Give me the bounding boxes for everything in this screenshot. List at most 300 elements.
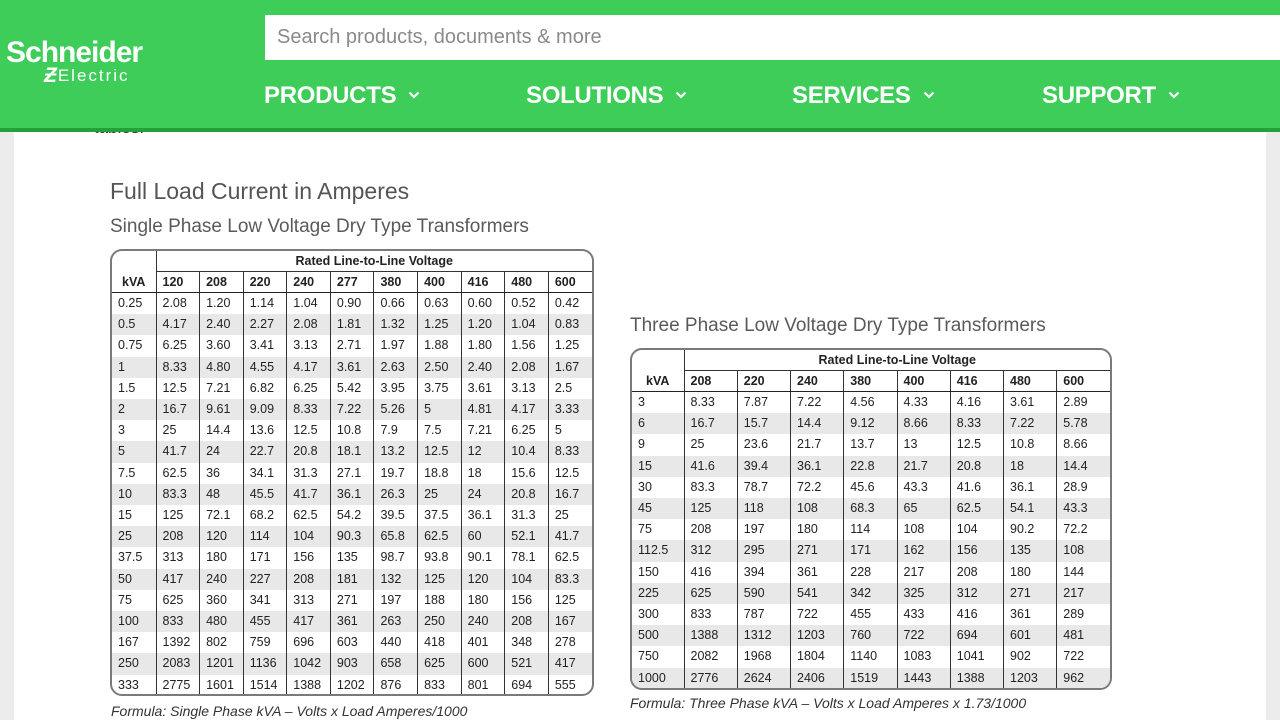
current-cell: 1443 [897, 668, 950, 689]
current-cell: 26.3 [374, 484, 418, 505]
voltage-column-header: 400 [418, 272, 462, 293]
current-cell: 962 [1057, 668, 1110, 689]
current-cell: 2082 [684, 646, 737, 667]
current-cell: 3.61 [461, 378, 505, 399]
current-cell: 722 [1057, 646, 1110, 667]
current-cell: 3.41 [243, 335, 287, 356]
current-cell: 455 [844, 604, 897, 625]
current-cell: 62.5 [418, 526, 462, 547]
kva-cell: 3 [638, 395, 645, 409]
kva-cell: 225 [632, 583, 684, 604]
current-cell: 16.7 [156, 399, 200, 420]
current-cell: 348 [505, 632, 549, 653]
table-row [632, 434, 1110, 455]
kva-column-header: kVA [112, 251, 156, 293]
current-cell: 114 [243, 526, 287, 547]
current-cell: 10.4 [505, 441, 549, 462]
kva-cell: 167 [118, 635, 139, 650]
current-cell: 12.5 [950, 434, 1003, 455]
chevron-down-icon [1168, 91, 1180, 99]
current-cell: 18 [461, 463, 505, 484]
current-cell: 156 [950, 540, 1003, 561]
schneider-electric-logo[interactable] [6, 38, 156, 85]
current-cell: 7.22 [791, 392, 844, 414]
current-cell: 228 [844, 562, 897, 583]
kva-cell: 75 [638, 522, 652, 537]
current-cell: 171 [844, 540, 897, 561]
current-cell: 37.5 [418, 505, 462, 526]
current-cell: 313 [287, 590, 331, 611]
kva-cell: 150 [638, 564, 659, 579]
kva-cell: 10 [112, 484, 156, 505]
current-cell: 2776 [684, 668, 737, 689]
current-cell: 19.7 [374, 463, 418, 484]
current-cell: 60 [461, 526, 505, 547]
current-cell: 171 [243, 547, 287, 568]
table-row [632, 583, 1110, 604]
current-cell: 1.56 [505, 335, 549, 356]
current-cell: 263 [374, 611, 418, 632]
current-cell: 8.33 [684, 392, 737, 414]
current-cell: 313 [156, 547, 200, 568]
current-cell: 217 [1057, 583, 1110, 604]
current-cell: 41.7 [156, 441, 200, 462]
kva-column-header: kVA [632, 350, 684, 392]
nav-services-label: SERVICES [792, 82, 911, 109]
current-cell: 5 [418, 399, 462, 420]
table-row [112, 547, 592, 568]
current-cell: 39.4 [737, 456, 790, 477]
current-cell: 18 [1004, 456, 1057, 477]
current-cell: 8.33 [950, 413, 1003, 434]
current-cell: 72.2 [1057, 519, 1110, 540]
current-cell: 43.3 [897, 477, 950, 498]
current-cell: 1136 [243, 653, 287, 674]
current-cell: 197 [737, 519, 790, 540]
table-row [632, 413, 1110, 434]
current-cell: 62.5 [287, 505, 331, 526]
kva-cell: 1.5 [118, 380, 136, 395]
current-cell: 68.2 [243, 505, 287, 526]
current-cell: 180 [461, 590, 505, 611]
voltage-column-header: 600 [1057, 371, 1110, 392]
current-cell: 4.80 [200, 357, 244, 378]
current-cell: 120 [461, 569, 505, 590]
voltage-column-header: 380 [844, 371, 897, 392]
single-phase-formula: Formula: Single Phase kVA – Volts x Load Amperes/1000 [111, 703, 468, 719]
current-cell: 208 [156, 526, 200, 547]
current-cell: 2.50 [418, 357, 462, 378]
kva-cell: 3 [118, 423, 125, 438]
current-cell: 78.7 [737, 477, 790, 498]
current-cell: 8.33 [156, 357, 200, 378]
current-cell: 144 [1057, 562, 1110, 583]
voltage-column-header: 208 [684, 371, 737, 392]
current-cell: 2.40 [200, 314, 244, 335]
current-cell: 696 [287, 632, 331, 653]
current-cell: 24 [461, 484, 505, 505]
nav-solutions-label: SOLUTIONS [526, 82, 664, 109]
current-cell: 1201 [200, 653, 244, 674]
current-cell: 83.3 [548, 569, 592, 590]
voltage-column-header: 416 [950, 371, 1003, 392]
current-cell: 1.81 [330, 314, 374, 335]
table-row [632, 456, 1110, 477]
current-cell: 180 [1004, 562, 1057, 583]
current-cell: 21.7 [897, 456, 950, 477]
current-cell: 22.7 [243, 441, 287, 462]
current-cell: 555 [548, 675, 592, 696]
single-phase-subtitle: Single Phase Low Voltage Dry Type Transformers [110, 216, 529, 237]
current-cell: 3.33 [548, 399, 592, 420]
current-cell: 16.7 [684, 413, 737, 434]
current-cell: 10.8 [330, 420, 374, 441]
table-row [112, 357, 592, 378]
table-row [632, 392, 1110, 414]
current-cell: 156 [287, 547, 331, 568]
current-cell: 7.9 [374, 420, 418, 441]
current-cell: 72.1 [200, 505, 244, 526]
current-cell: 0.60 [461, 293, 505, 315]
table-row [112, 526, 592, 547]
current-cell: 1.97 [374, 335, 418, 356]
current-cell: 108 [1057, 540, 1110, 561]
current-cell: 180 [200, 547, 244, 568]
current-cell: 787 [737, 604, 790, 625]
voltage-group-header: Rated Line-to-Line Voltage [684, 350, 1110, 371]
current-cell: 13 [897, 434, 950, 455]
nav-support-label: SUPPORT [1042, 82, 1156, 109]
current-cell: 65.8 [374, 526, 418, 547]
current-cell: 1392 [156, 632, 200, 653]
current-cell: 6.25 [156, 335, 200, 356]
table-row [112, 399, 592, 420]
current-cell: 694 [505, 675, 549, 696]
kva-cell: 37.5 [118, 550, 143, 565]
single-phase-table [110, 249, 594, 696]
current-cell: 361 [1004, 604, 1057, 625]
current-cell: 12.5 [418, 441, 462, 462]
current-cell: 1083 [897, 646, 950, 667]
main-nav [0, 82, 1280, 116]
current-cell: 360 [200, 590, 244, 611]
current-cell: 208 [505, 611, 549, 632]
current-cell: 433 [897, 604, 950, 625]
current-cell: 6.25 [287, 378, 331, 399]
nav-products[interactable] [264, 82, 420, 110]
current-cell: 180 [791, 519, 844, 540]
current-cell: 1203 [791, 625, 844, 646]
current-cell: 162 [897, 540, 950, 561]
current-cell: 271 [330, 590, 374, 611]
voltage-column-header: 120 [156, 272, 200, 293]
current-cell: 14.4 [791, 413, 844, 434]
table-row [112, 590, 592, 611]
current-cell: 4.17 [287, 357, 331, 378]
nav-support[interactable] [1042, 82, 1180, 110]
kva-cell: 25 [112, 526, 156, 547]
current-cell: 41.6 [950, 477, 1003, 498]
current-cell: 62.5 [156, 463, 200, 484]
voltage-column-header: 277 [330, 272, 374, 293]
table-row [632, 562, 1110, 583]
current-cell: 104 [505, 569, 549, 590]
current-cell: 603 [330, 632, 374, 653]
kva-cell: 45 [632, 498, 684, 519]
current-cell: 16.7 [548, 484, 592, 505]
current-cell: 125 [418, 569, 462, 590]
current-cell: 54.1 [1004, 498, 1057, 519]
current-cell: 416 [950, 604, 1003, 625]
current-cell: 6.25 [505, 420, 549, 441]
current-cell: 7.5 [418, 420, 462, 441]
kva-cell: 0.75 [118, 338, 143, 353]
kva-cell: 0.25 [118, 296, 143, 310]
current-cell: 12.5 [156, 378, 200, 399]
current-cell: 416 [684, 562, 737, 583]
current-cell: 4.17 [156, 314, 200, 335]
current-cell: 0.52 [505, 293, 549, 315]
current-cell: 361 [330, 611, 374, 632]
current-cell: 125 [548, 590, 592, 611]
current-cell: 10.8 [1004, 434, 1057, 455]
current-cell: 72.2 [791, 477, 844, 498]
current-cell: 521 [505, 653, 549, 674]
current-cell: 1.88 [418, 335, 462, 356]
current-cell: 833 [684, 604, 737, 625]
current-cell: 802 [200, 632, 244, 653]
current-cell: 18.1 [330, 441, 374, 462]
kva-cell: 100 [112, 611, 156, 632]
current-cell: 0.63 [418, 293, 462, 315]
three-phase-formula: Formula: Three Phase kVA – Volts x Load Amperes x 1.73/1000 [630, 695, 1027, 711]
current-cell: 289 [1057, 604, 1110, 625]
current-cell: 417 [156, 569, 200, 590]
current-cell: 90.1 [461, 547, 505, 568]
current-cell: 271 [1004, 583, 1057, 604]
current-cell: 2406 [791, 668, 844, 689]
current-cell: 455 [243, 611, 287, 632]
current-cell: 1042 [287, 653, 331, 674]
table-row [632, 540, 1110, 561]
voltage-column-header: 220 [243, 272, 287, 293]
current-cell: 2.63 [374, 357, 418, 378]
current-cell: 18.8 [418, 463, 462, 484]
current-cell: 13.2 [374, 441, 418, 462]
current-cell: 2083 [156, 653, 200, 674]
table-row [632, 519, 1110, 540]
current-cell: 14.4 [1057, 456, 1110, 477]
voltage-column-header: 480 [505, 272, 549, 293]
three-phase-subtitle: Three Phase Low Voltage Dry Type Transformers [630, 315, 1046, 336]
current-cell: 78.1 [505, 547, 549, 568]
current-cell: 36.1 [330, 484, 374, 505]
current-cell: 13.7 [844, 434, 897, 455]
nav-solutions[interactable] [526, 82, 687, 110]
current-cell: 5.78 [1057, 413, 1110, 434]
current-cell: 722 [791, 604, 844, 625]
current-cell: 108 [791, 498, 844, 519]
voltage-group-header: Rated Line-to-Line Voltage [156, 251, 592, 272]
current-cell: 3.61 [1004, 392, 1057, 414]
current-cell: 1.14 [243, 293, 287, 315]
table-row [632, 668, 1110, 689]
current-cell: 12.5 [548, 463, 592, 484]
current-cell: 156 [505, 590, 549, 611]
current-cell: 2.40 [461, 357, 505, 378]
current-cell: 1514 [243, 675, 287, 696]
current-cell: 93.8 [418, 547, 462, 568]
current-cell: 240 [461, 611, 505, 632]
table-row [112, 632, 592, 653]
current-cell: 1.25 [418, 314, 462, 335]
kva-cell: 2 [112, 399, 156, 420]
voltage-column-header: 208 [200, 272, 244, 293]
current-cell: 4.33 [897, 392, 950, 414]
kva-cell: 300 [638, 607, 659, 622]
voltage-column-header: 220 [737, 371, 790, 392]
table-row [112, 314, 592, 335]
current-cell: 9.12 [844, 413, 897, 434]
current-cell: 104 [950, 519, 1003, 540]
current-cell: 3.95 [374, 378, 418, 399]
current-cell: 36.1 [461, 505, 505, 526]
current-cell: 41.7 [287, 484, 331, 505]
current-cell: 312 [950, 583, 1003, 604]
kva-cell: 7.5 [118, 465, 136, 480]
current-cell: 41.6 [684, 456, 737, 477]
current-cell: 125 [156, 505, 200, 526]
current-cell: 36 [200, 463, 244, 484]
current-cell: 3.75 [418, 378, 462, 399]
current-cell: 278 [548, 632, 592, 653]
kva-cell: 750 [638, 649, 659, 664]
table-row [112, 441, 592, 462]
current-cell: 760 [844, 625, 897, 646]
voltage-column-header: 380 [374, 272, 418, 293]
current-cell: 1388 [287, 675, 331, 696]
table-row [112, 463, 592, 484]
current-cell: 1519 [844, 668, 897, 689]
table-row [112, 378, 592, 399]
current-cell: 3.13 [287, 335, 331, 356]
current-cell: 12.5 [287, 420, 331, 441]
current-cell: 4.16 [950, 392, 1003, 414]
current-cell: 1.67 [548, 357, 592, 378]
current-cell: 325 [897, 583, 950, 604]
current-cell: 167 [548, 611, 592, 632]
current-cell: 625 [418, 653, 462, 674]
current-cell: 31.3 [287, 463, 331, 484]
current-cell: 135 [1004, 540, 1057, 561]
current-cell: 197 [374, 590, 418, 611]
kva-cell: 500 [632, 625, 684, 646]
current-cell: 440 [374, 632, 418, 653]
table-row [112, 505, 592, 526]
kva-cell: 333 [118, 677, 139, 692]
current-cell: 3.61 [330, 357, 374, 378]
current-cell: 25 [156, 420, 200, 441]
table-row [632, 646, 1110, 667]
current-cell: 65 [897, 498, 950, 519]
current-cell: 625 [684, 583, 737, 604]
voltage-column-header: 480 [1004, 371, 1057, 392]
current-cell: 1.80 [461, 335, 505, 356]
current-cell: 1140 [844, 646, 897, 667]
current-cell: 108 [897, 519, 950, 540]
current-cell: 694 [950, 625, 1003, 646]
current-cell: 1203 [1004, 668, 1057, 689]
current-cell: 13.6 [243, 420, 287, 441]
current-cell: 1804 [791, 646, 844, 667]
logo-mark-icon: Ƶ [44, 64, 57, 87]
current-cell: 361 [791, 562, 844, 583]
current-cell: 25 [684, 434, 737, 455]
current-cell: 418 [418, 632, 462, 653]
current-cell: 0.90 [330, 293, 374, 315]
table-row [112, 420, 592, 441]
current-cell: 31.3 [505, 505, 549, 526]
chevron-down-icon [408, 91, 420, 99]
table-row [632, 477, 1110, 498]
current-cell: 271 [791, 540, 844, 561]
current-cell: 4.55 [243, 357, 287, 378]
current-cell: 118 [737, 498, 790, 519]
current-cell: 23.6 [737, 434, 790, 455]
kva-cell: 9 [638, 437, 645, 452]
three-phase-table [630, 348, 1112, 690]
current-cell: 8.33 [287, 399, 331, 420]
table-row [632, 498, 1110, 519]
table-row [112, 569, 592, 590]
current-cell: 903 [330, 653, 374, 674]
current-cell: 2.08 [505, 357, 549, 378]
current-cell: 2624 [737, 668, 790, 689]
current-cell: 25 [548, 505, 592, 526]
current-cell: 227 [243, 569, 287, 590]
current-cell: 625 [156, 590, 200, 611]
current-cell: 2775 [156, 675, 200, 696]
current-cell: 1.04 [505, 314, 549, 335]
current-cell: 22.8 [844, 456, 897, 477]
current-cell: 7.87 [737, 392, 790, 414]
kva-cell: 75 [118, 592, 132, 607]
current-cell: 1041 [950, 646, 1003, 667]
current-cell: 39.5 [374, 505, 418, 526]
current-cell: 24 [200, 441, 244, 462]
nav-products-label: PRODUCTS [264, 82, 397, 109]
kva-cell: 0.5 [112, 314, 156, 335]
kva-cell: 1000 [632, 668, 684, 689]
current-cell: 342 [844, 583, 897, 604]
kva-cell: 15 [118, 508, 132, 523]
kva-cell: 30 [638, 479, 652, 494]
voltage-column-header: 240 [287, 272, 331, 293]
kva-cell: 112.5 [632, 540, 684, 561]
current-cell: 250 [418, 611, 462, 632]
current-cell: 83.3 [156, 484, 200, 505]
current-cell: 417 [548, 653, 592, 674]
current-cell: 801 [461, 675, 505, 696]
nav-services[interactable] [792, 82, 935, 110]
voltage-column-header: 240 [791, 371, 844, 392]
current-cell: 759 [243, 632, 287, 653]
current-cell: 0.83 [548, 314, 592, 335]
current-cell: 1601 [200, 675, 244, 696]
kva-cell: 5 [112, 441, 156, 462]
current-cell: 3.13 [505, 378, 549, 399]
search-input[interactable] [265, 15, 1280, 60]
